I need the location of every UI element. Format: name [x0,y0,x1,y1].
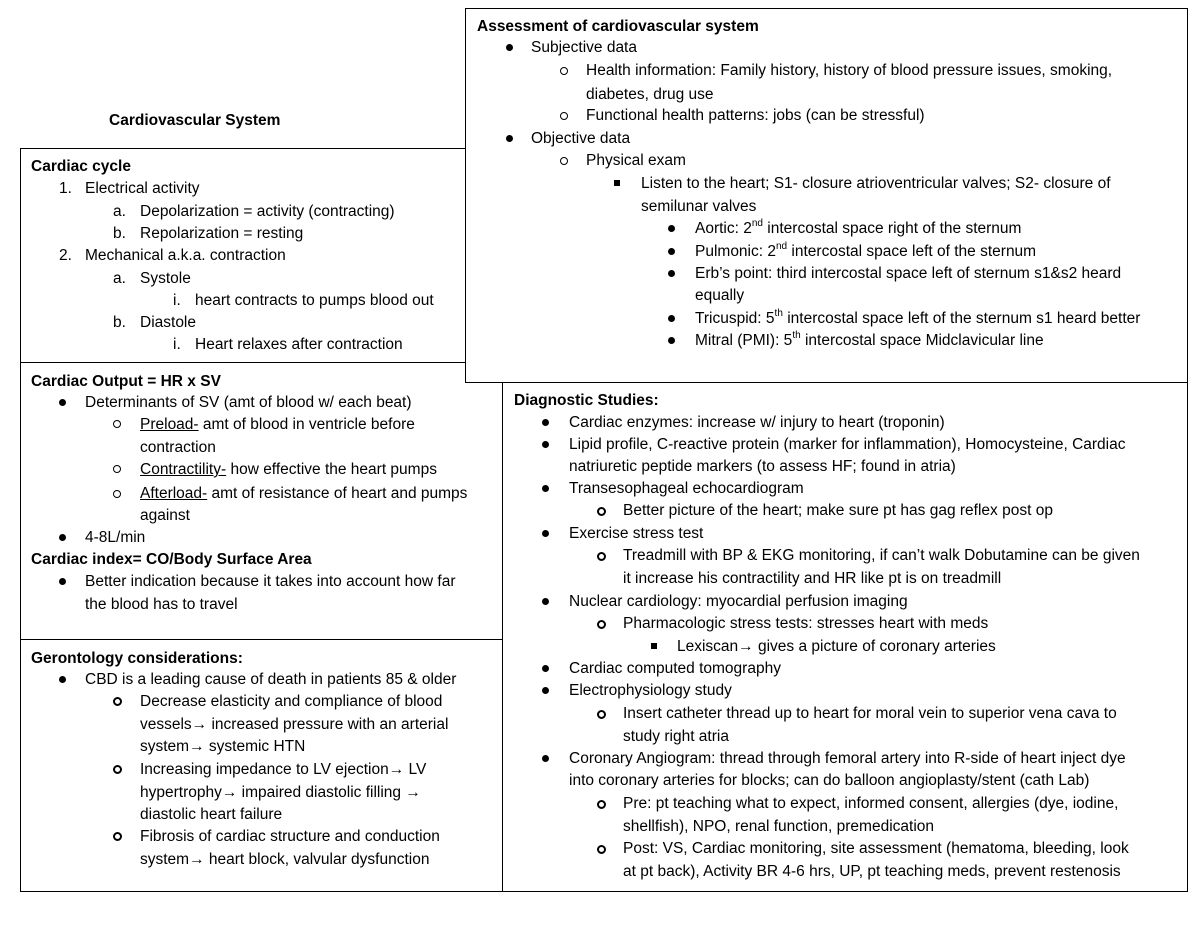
post-line-2: at pt back), Activity BR 4-6 hrs, UP, pt teaching meds, prevent restenosis [623,863,1121,880]
bullet-icon [59,578,66,585]
bullet-icon [542,687,549,694]
circle-bullet-icon [597,845,606,854]
pulmonic-desc: intercostal space left of the sternum [787,243,1037,260]
impedance-line-3: diastolic heart failure [140,806,283,823]
list-number-1: 1. [59,180,72,197]
bullet-icon [59,399,66,406]
circle-bullet-icon [113,697,122,706]
cardiac-enzymes: Cardiac enzymes: increase w/ injury to heart (troponin) [569,414,945,431]
contractility-term: Contractility- [140,461,227,478]
repolarization: Repolarization = resting [140,225,304,242]
objective-data: Objective data [531,130,631,147]
subjective-data: Subjective data [531,39,637,56]
bullet-icon [668,270,675,277]
bullet-icon [59,534,66,541]
electrophysiology: Electrophysiology study [569,682,732,699]
circle-bullet-icon [597,507,606,516]
ordinal-suffix: nd [751,217,763,229]
ep-detail-line-2: study right atria [623,728,729,745]
list-roman-i: i. [173,336,181,353]
bullet-icon [668,337,675,344]
list-letter-a: a. [113,203,126,220]
cardiac-ct: Cardiac computed tomography [569,660,781,677]
elasticity-line-1: Decrease elasticity and compliance of blood [140,693,443,710]
exercise-stress-test: Exercise stress test [569,525,704,542]
bullet-icon [542,530,549,537]
depolarization: Depolarization = activity (contracting) [140,203,395,220]
cbd-line: CBD is a leading cause of death in patients 85 & older [85,671,457,688]
bullet-icon [59,676,66,683]
circle-bullet-icon [597,620,606,629]
angiogram-line-1: Coronary Angiogram: thread through femoral artery into R-side of heart inject dye [569,750,1126,767]
afterload-line-2: against [140,507,190,524]
aortic-label: Aortic: 2 [695,220,752,237]
stress-detail-line-2: it increase his contractility and HR like pt is on treadmill [623,570,1002,587]
assessment-heading: Assessment of cardiovascular system [477,18,759,35]
health-info-line-1: Health information: Family history, history of blood pressure issues, smoking, [586,62,1113,79]
square-bullet-icon [614,180,620,186]
aortic-desc: intercostal space right of the sternum [762,220,1022,237]
cardiac-index-line-1: Better indication because it takes into account how far [85,573,456,590]
cardiac-output-range: 4-8L/min [85,529,146,546]
afterload-line [140,483,467,505]
pre-line-1: Pre: pt teaching what to expect, informed consent, allergies (dye, iodine, [623,795,1119,812]
lipid-line-1: Lipid profile, C-reactive protein (marker for inflammation), Homocysteine, Cardiac [569,436,1126,453]
systole: Systole [140,270,191,287]
pharmacologic-stress: Pharmacologic stress tests: stresses heart with meds [623,615,989,632]
contractility-desc: how effective the heart pumps [226,461,437,478]
mitral-label: Mitral (PMI): 5 [695,332,793,349]
tee-detail: Better picture of the heart; make sure pt has gag reflex post op [623,502,1053,519]
fibrosis-line-1: Fibrosis of cardiac structure and conduction [140,828,440,845]
pulmonic-line [695,241,1036,263]
listen-line-1: Listen to the heart; S1- closure atrioventricular valves; S2- closure of [641,175,1111,192]
preload-line [140,414,415,436]
cardiac-cycle-heading: Cardiac cycle [31,158,131,175]
page-title: Cardiovascular System [109,112,281,129]
listen-line-2: semilunar valves [641,198,757,215]
diagnostic-studies-heading: Diagnostic Studies: [514,392,659,409]
lexiscan: Lexiscan→ gives a picture of coronary arteries [677,638,996,655]
diastole: Diastole [140,314,196,331]
gerontology-heading: Gerontology considerations: [31,650,243,667]
pre-line-2: shellfish), NPO, renal function, premedication [623,818,935,835]
elasticity-line-2: vessels→ increased pressure with an arterial [140,716,449,733]
sv-determinants: Determinants of SV (amt of blood w/ each beat) [85,394,412,411]
bullet-icon [542,441,549,448]
lipid-line-2: natriuretic peptide markers (to assess HF; found in atria) [569,458,956,475]
impedance-line-2: hypertrophy→ impaired diastolic filling → [140,784,421,801]
cardiac-output-heading: Cardiac Output = HR x SV [31,373,221,390]
bullet-icon [542,598,549,605]
functional-health: Functional health patterns: jobs (can be stressful) [586,107,925,124]
ordinal-suffix: th [792,329,801,341]
list-roman-i: i. [173,292,181,309]
systole-detail: heart contracts to pumps blood out [195,292,434,309]
pulmonic-label: Pulmonic: 2 [695,243,776,260]
aortic-line [695,218,1021,240]
fibrosis-line-2: system→ heart block, valvular dysfunction [140,851,430,868]
cardiac-index-line-2: the blood has to travel [85,596,238,613]
circle-bullet-icon [597,800,606,809]
tricuspid-label: Tricuspid: 5 [695,310,775,327]
bullet-icon [668,225,675,232]
tricuspid-desc: intercostal space left of the sternum s1 heard better [782,310,1141,327]
circle-bullet-icon [113,490,121,498]
list-number-2: 2. [59,247,72,264]
stress-detail-line-1: Treadmill with BP & EKG monitoring, if can’t walk Dobutamine can be given [623,547,1140,564]
erbs-line-1: Erb’s point: third intercostal space left of sternum s1&s2 heard [695,265,1122,282]
circle-bullet-icon [560,112,568,120]
health-info-line-2: diabetes, drug use [586,86,714,103]
mechanical-contraction: Mechanical a.k.a. contraction [85,247,286,264]
bullet-icon [506,44,513,51]
electrical-activity: Electrical activity [85,180,200,197]
preload-term: Preload- [140,416,199,433]
diastole-detail: Heart relaxes after contraction [195,336,403,353]
circle-bullet-icon [113,765,122,774]
list-letter-b: b. [113,225,126,242]
ordinal-suffix: th [774,307,783,319]
circle-bullet-icon [113,420,121,428]
elasticity-line-3: system→ systemic HTN [140,738,306,755]
bullet-icon [506,135,513,142]
afterload-term: Afterload- [140,485,208,502]
cardiac-index-heading: Cardiac index= CO/Body Surface Area [31,551,312,568]
mitral-desc: intercostal space Midclavicular line [800,332,1044,349]
impedance-line-1: Increasing impedance to LV ejection→ LV [140,761,427,778]
tricuspid-line [695,308,1140,330]
square-bullet-icon [651,643,657,649]
bullet-icon [668,248,675,255]
bullet-icon [668,315,675,322]
bullet-icon [542,755,549,762]
circle-bullet-icon [597,552,606,561]
list-letter-b: b. [113,314,126,331]
afterload-desc: amt of resistance of heart and pumps [207,485,468,502]
bullet-icon [542,485,549,492]
bullet-icon [542,665,549,672]
mitral-line [695,330,1044,352]
circle-bullet-icon [113,465,121,473]
post-line-1: Post: VS, Cardiac monitoring, site assessment (hematoma, bleeding, look [623,840,1129,857]
circle-bullet-icon [597,710,606,719]
erbs-line-2: equally [695,287,745,304]
list-letter-a: a. [113,270,126,287]
preload-desc: amt of blood in ventricle before [198,416,415,433]
circle-bullet-icon [560,157,568,165]
nuclear-cardiology: Nuclear cardiology: myocardial perfusion imaging [569,593,908,610]
physical-exam: Physical exam [586,152,686,169]
contractility-line [140,459,437,481]
ordinal-suffix: nd [775,240,788,252]
ep-detail-line-1: Insert catheter thread up to heart for moral vein to superior vena cava to [623,705,1117,722]
circle-bullet-icon [560,67,568,75]
circle-bullet-icon [113,832,122,841]
angiogram-line-2: into coronary arteries for blocks; can do balloon angioplasty/stent (cath Lab) [569,772,1090,789]
tee: Transesophageal echocardiogram [569,480,804,497]
preload-line-2: contraction [140,439,216,456]
bullet-icon [542,419,549,426]
